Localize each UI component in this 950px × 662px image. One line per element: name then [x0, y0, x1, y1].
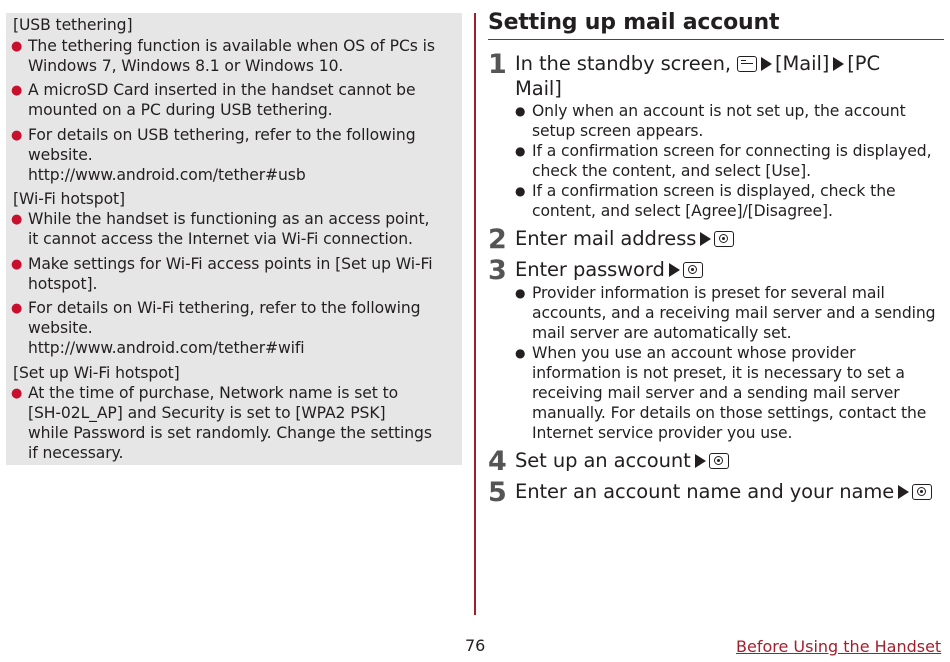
step-1-instruction-cont: Mail]	[515, 77, 562, 100]
usb-bullet-3-cont: website.	[28, 146, 93, 164]
step-3-note-1-cont: mail server are automatically set.	[532, 324, 792, 342]
step-3-note-2-cont: manually. For details on those settings, contact the	[532, 404, 927, 422]
arrow-right-icon	[669, 263, 680, 277]
page-title: Setting up mail account	[488, 10, 780, 35]
arrow-right-icon	[761, 57, 772, 71]
column-divider	[474, 13, 476, 615]
step-1-note-1: ● Only when an account is not set up, the account	[515, 102, 906, 120]
step-number: 1	[488, 49, 507, 80]
step-3-note-2-cont: information is not preset, it is necessary to set a	[532, 364, 905, 382]
wifi-bullet-1-cont: it cannot access the Internet via Wi-Fi connection.	[28, 230, 413, 248]
arrow-right-icon	[898, 485, 909, 499]
usb-bullet-2: ● A microSD Card inserted in the handset cannot be	[11, 81, 416, 99]
step-2-instruction: Enter mail address	[515, 227, 734, 251]
page-number: 76	[465, 636, 486, 655]
wifi-bullet-1: ● While the handset is functioning as an access point,	[11, 210, 430, 228]
menu-key-icon	[737, 56, 757, 72]
bullet-icon: ●	[515, 184, 526, 198]
usb-bullet-1-cont: Windows 7, Windows 8.1 or Windows 10.	[28, 57, 344, 75]
usb-tethering-heading: [USB tethering]	[13, 16, 133, 34]
bullet-icon: ●	[515, 104, 526, 118]
usb-bullet-2-cont: mounted on a PC during USB tethering.	[28, 101, 333, 119]
arrow-right-icon	[833, 57, 844, 71]
step-1-note-1-cont: setup screen appears.	[532, 122, 704, 140]
step-number: 4	[488, 446, 507, 477]
setup-bullet-1-cont: [SH-02L_AP] and Security is set to [WPA2 PSK]	[28, 404, 386, 422]
bullet-icon: ●	[11, 83, 23, 98]
wifi-bullet-3: ● For details on Wi-Fi tethering, refer to the following	[11, 299, 421, 317]
bullet-icon: ●	[515, 144, 526, 158]
bullet-icon: ●	[11, 386, 23, 401]
wifi-hotspot-heading: [Wi-Fi hotspot]	[13, 190, 126, 208]
wifi-tether-url: http://www.android.com/tether#wifi	[28, 339, 305, 357]
bullet-icon: ●	[11, 257, 23, 272]
usb-bullet-1: ● The tethering function is available when OS of PCs is	[11, 37, 435, 55]
step-5-instruction: Enter an account name and your name	[515, 480, 932, 504]
section-link[interactable]: Before Using the Handset	[736, 637, 942, 656]
step-3-note-1: ● Provider information is preset for several mail	[515, 284, 885, 302]
usb-bullet-3: ● For details on USB tethering, refer to the following	[11, 126, 416, 144]
camera-key-icon	[912, 484, 932, 500]
wifi-bullet-3-cont: website.	[28, 319, 93, 337]
step-3-note-2: ● When you use an account whose provider	[515, 344, 856, 362]
setup-wifi-hotspot-heading: [Set up Wi-Fi hotspot]	[13, 364, 180, 382]
step-1-note-2-cont: check the content, and select [Use].	[532, 162, 812, 180]
bullet-icon: ●	[515, 346, 526, 360]
setup-bullet-1-cont: while Password is set randomly. Change the settings	[28, 424, 432, 442]
step-number: 5	[488, 477, 507, 508]
camera-key-icon	[709, 453, 729, 469]
title-rule	[488, 39, 944, 40]
wifi-bullet-2: ● Make settings for Wi-Fi access points in [Set up Wi-Fi	[11, 255, 433, 273]
step-4-instruction: Set up an account	[515, 449, 729, 473]
camera-key-icon	[683, 262, 703, 278]
bullet-icon: ●	[11, 128, 23, 143]
wifi-bullet-2-cont: hotspot].	[28, 275, 98, 293]
step-number: 3	[488, 255, 507, 286]
bullet-icon: ●	[11, 39, 23, 54]
bullet-icon: ●	[515, 286, 526, 300]
step-1-note-3: ● If a confirmation screen is displayed, check the	[515, 182, 896, 200]
bullet-icon: ●	[11, 212, 23, 227]
step-1-note-3-cont: content, and select [Agree]/[Disagree].	[532, 202, 833, 220]
step-3-note-1-cont: accounts, and a receiving mail server and a sending	[532, 304, 936, 322]
step-3-instruction: Enter password	[515, 258, 703, 282]
usb-tether-url: http://www.android.com/tether#usb	[28, 166, 306, 184]
arrow-right-icon	[695, 454, 706, 468]
step-3-note-2-cont: Internet service provider you use.	[532, 424, 793, 442]
bullet-icon: ●	[11, 301, 23, 316]
setup-bullet-1: ● At the time of purchase, Network name is set to	[11, 384, 399, 402]
arrow-right-icon	[700, 232, 711, 246]
step-number: 2	[488, 224, 507, 255]
step-1-note-2: ● If a confirmation screen for connecting is displayed,	[515, 142, 932, 160]
step-3-note-2-cont: receiving mail server and a sending mail server	[532, 384, 900, 402]
setup-bullet-1-cont: if necessary.	[28, 444, 124, 462]
camera-key-icon	[714, 231, 734, 247]
step-1-instruction: In the standby screen, [Mail] [PC	[515, 52, 880, 75]
